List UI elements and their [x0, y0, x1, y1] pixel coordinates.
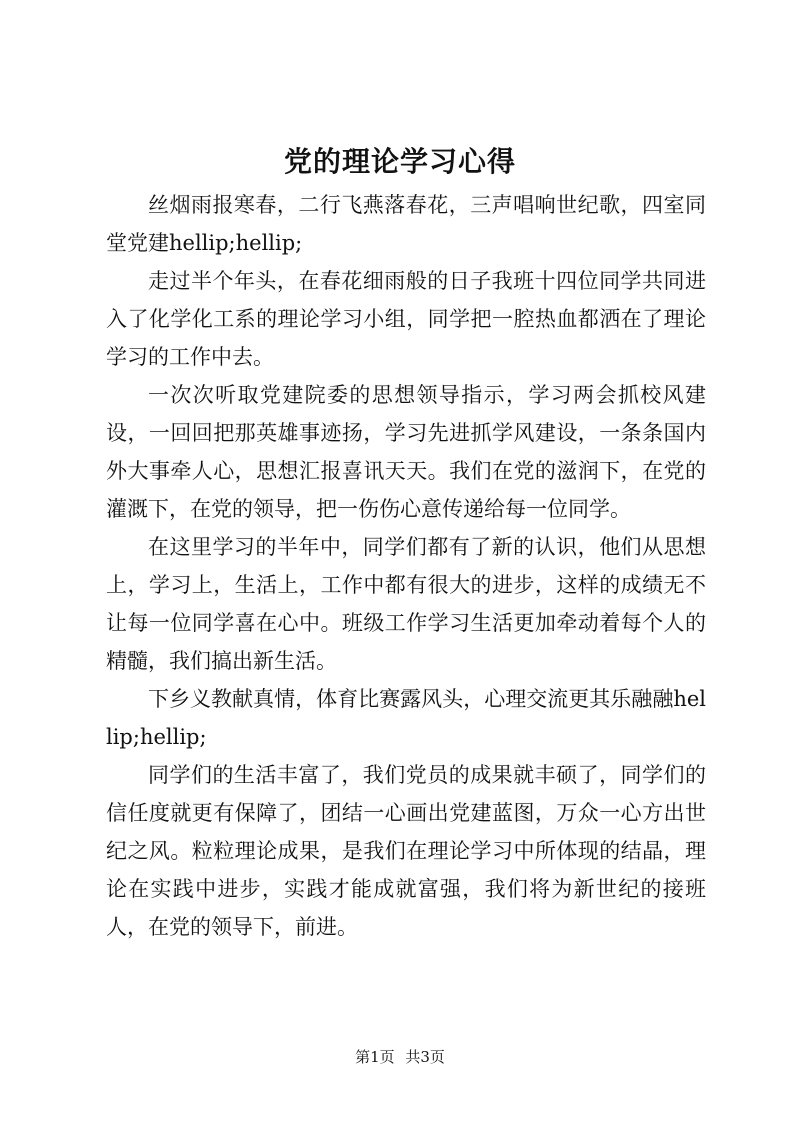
paragraph: 在这里学习的半年中，同学们都有了新的认识，他们从思想上，学习上，生活上，工作中都有很大的进步，这样的成绩无不让每一位同学喜在心中。班级工作学习生活更加牵动着每个人的精髓，我们搞出新生活。 — [106, 535, 706, 673]
paragraph: 同学们的生活丰富了，我们党员的成果就丰硕了，同学们的信任度就更有保障了，团结一心画出党建蓝图，万众一心方出世纪之风。粒粒理论成果，是我们在理论学习中所体现的结晶，理论在实践中进步，实践才能成就富强，我们将为新世纪的接班人，在党的领导下，前进。 — [106, 763, 706, 939]
page-number: 第1页 — [355, 1048, 395, 1066]
document-title: 党的理论学习心得 — [283, 145, 516, 178]
paragraph: 丝烟雨报寒春，二行飞燕落春花，三声唱响世纪歌，四室同堂党建hellip;hellip; — [106, 193, 706, 255]
page-total: 共3页 — [405, 1048, 445, 1066]
paragraph: 下乡义教献真情，体育比赛露风头，心理交流更其乐融融hellip;hellip; — [106, 687, 706, 749]
paragraph: 走过半个年头，在春花细雨般的日子我班十四位同学共同进入了化学化工系的理论学习小组，同学把一腔热血都洒在了理论学习的工作中去。 — [106, 269, 706, 369]
paragraph: 一次次听取党建院委的思想领导指示，学习两会抓校风建设，一回回把那英雄事迹扬，学习先进抓学风建设，一条条国内外大事牵人心，思想汇报喜讯天天。我们在党的滋润下，在党的灌溉下，在党的领导，把一伤伤心意传递给每一位同学。 — [106, 383, 706, 521]
document-body — [106, 186, 706, 946]
page-footer — [0, 1047, 800, 1067]
